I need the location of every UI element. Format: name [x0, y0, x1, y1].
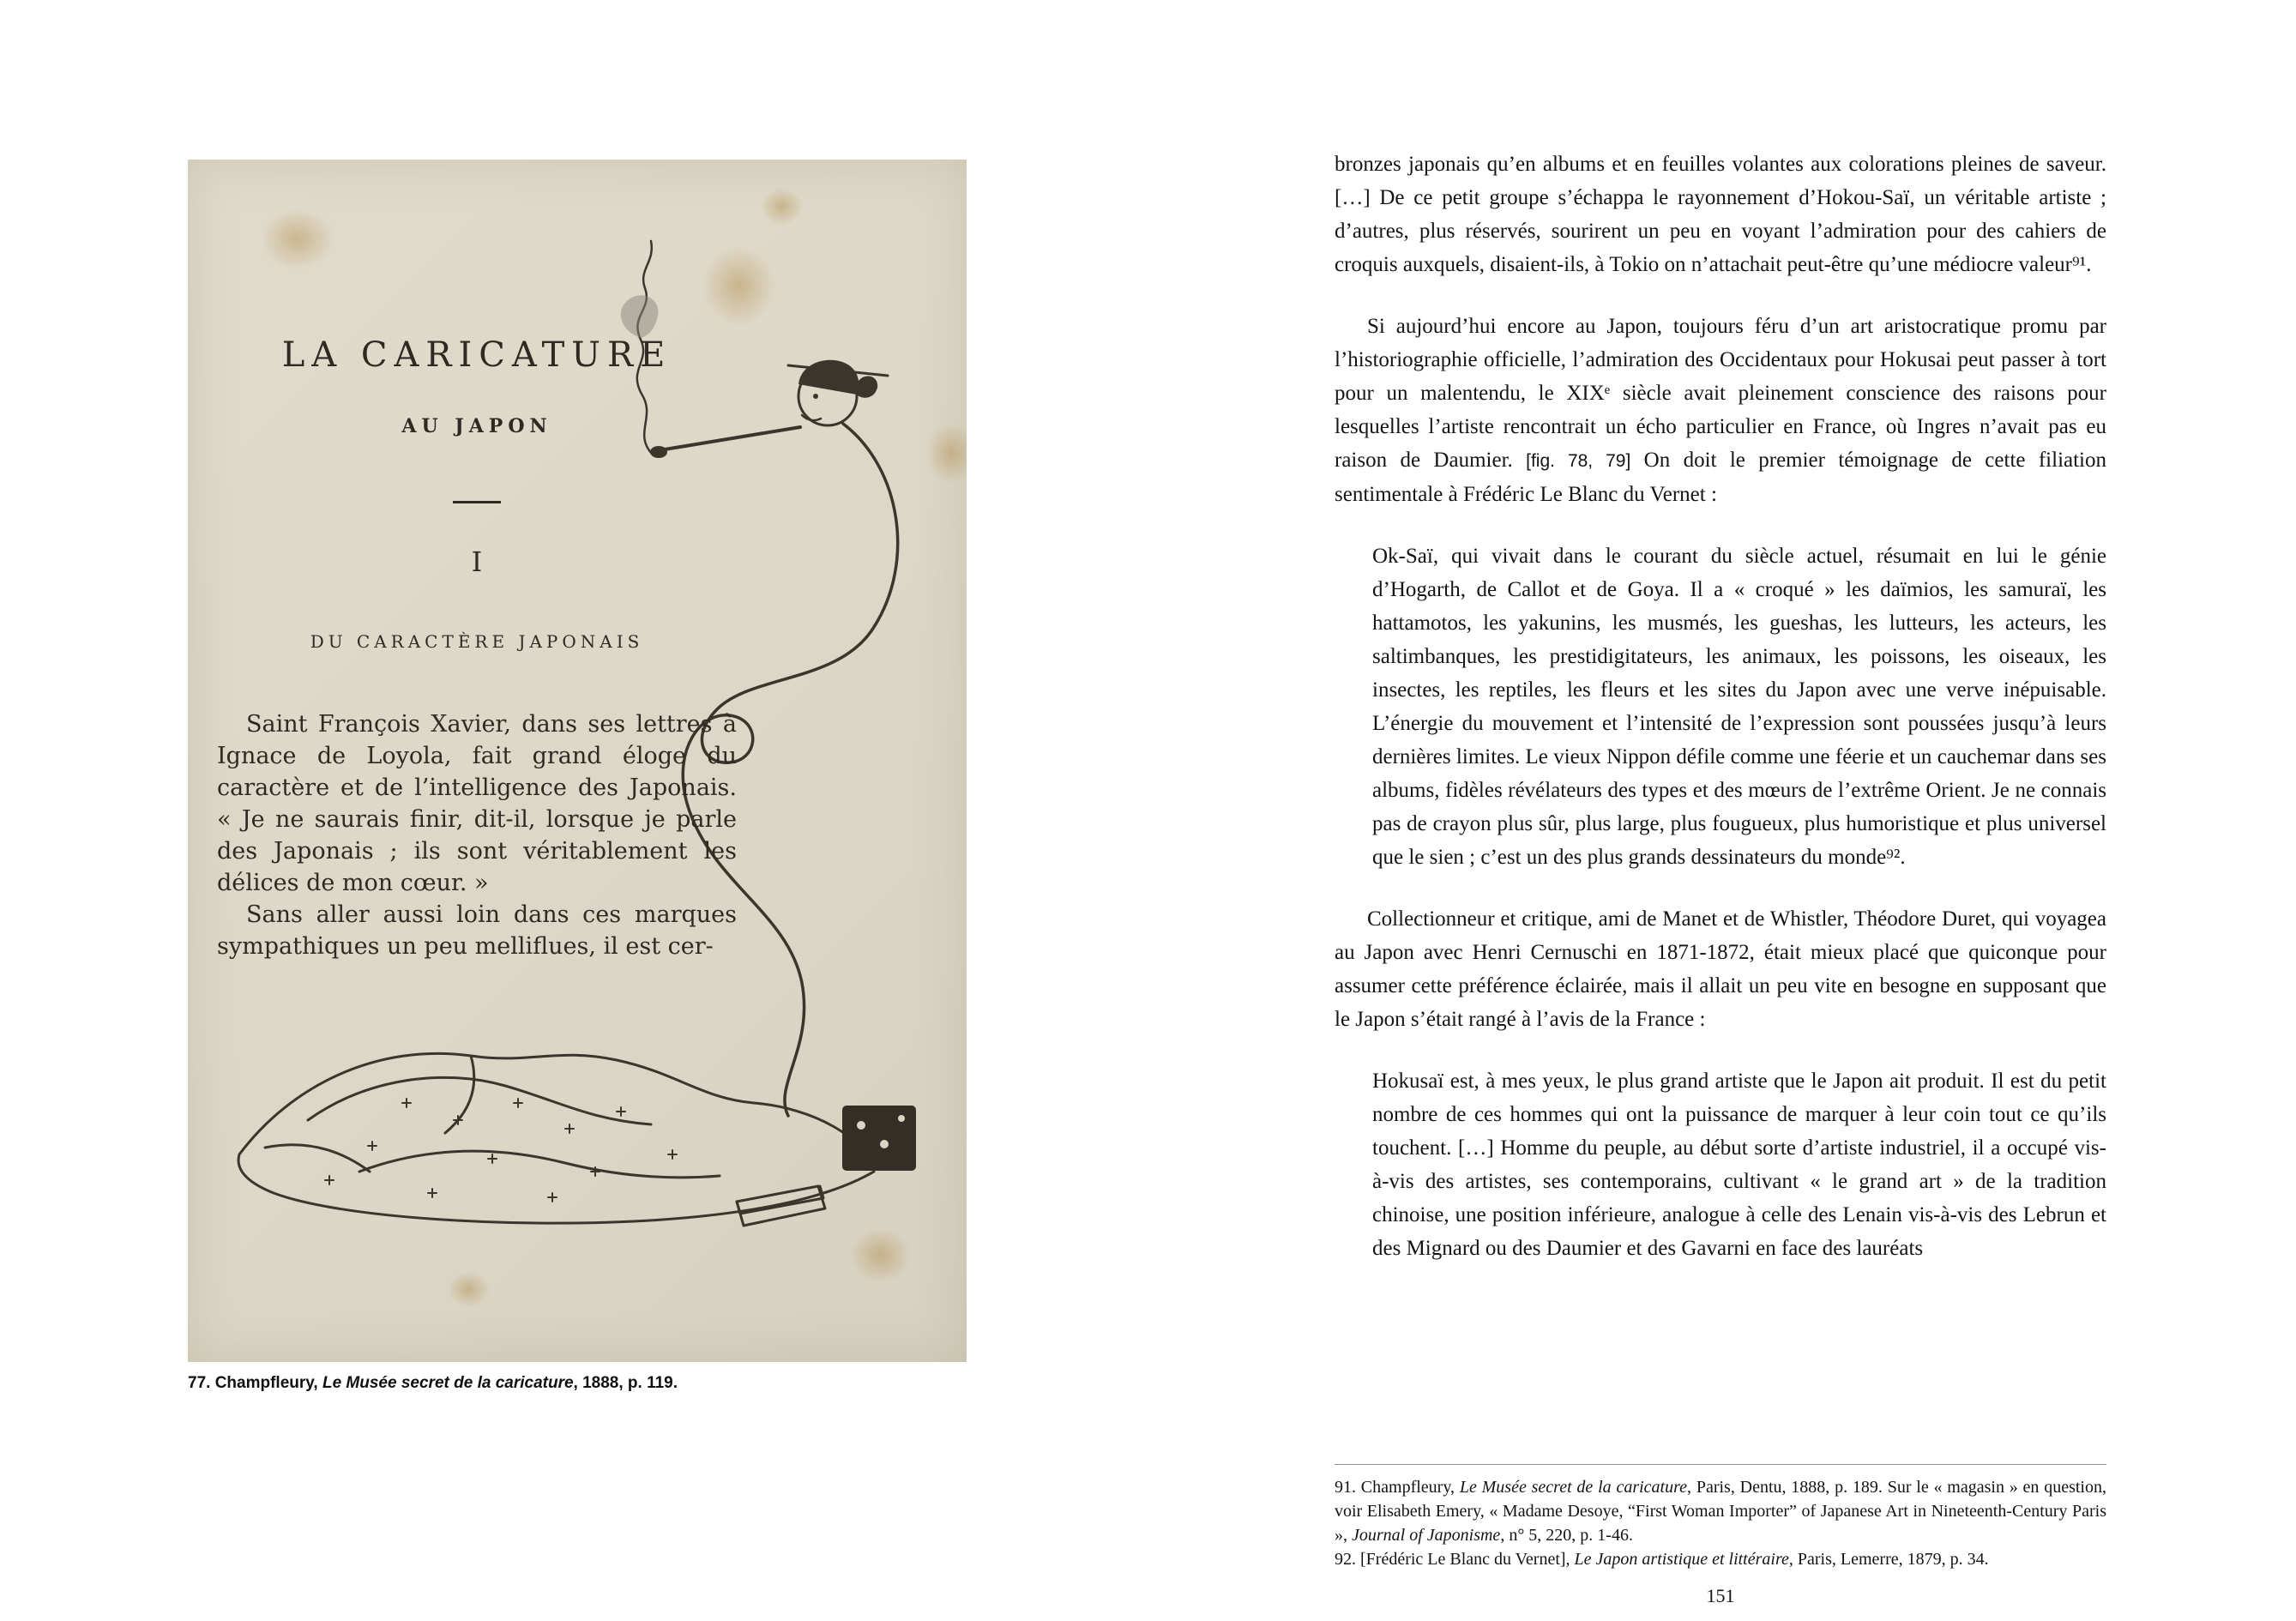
footnote-92 — [1335, 1547, 2106, 1571]
footnote-91 — [1335, 1475, 2106, 1547]
plate-subtitle: AU JAPON — [401, 415, 552, 437]
plate-body-text — [217, 708, 737, 962]
paragraph: bronzes japonais qu’en albums et en feuilles volantes aux colorations pleines de saveur. […] De ce petit groupe s’échappa le rayonnement d’Hokou-Saï, un véritable artiste ; d’autres, plus réservés, sourirent un peu en voyant l’admiration pour des cahiers de croquis auxquels, disaient-ils, à Tokio on n’attachait peut-être qu’une médiocre valeur⁹¹. — [1335, 153, 2106, 276]
text-column — [1335, 148, 2106, 1606]
footnote-text: , Paris, Lemerre, 1879, p. 34. — [1788, 1550, 1989, 1569]
plate-divider — [453, 501, 501, 503]
paragraph-text: Si aujourd’hui encore au Japon, toujours féru d’un art aristocratique promu par l’historiographie officielle, l’admiration des Occidentaux pour Hokusai peut passer à tort pour un malentendu, le XIXᵉ siècle avait pleinement conscience des raisons pour lesquelles l’artiste rencontrait un écho particulier en France, où Ingres n’avait pas eu raison de Daumier. — [1335, 315, 2106, 472]
caption-work-title: Le Musée secret de la caricature — [322, 1374, 574, 1392]
footnote-journal-title: Journal of Japonisme — [1352, 1526, 1501, 1545]
plate-title: LA CARICATURE — [281, 335, 672, 375]
page-number: 151 — [1706, 1585, 1735, 1606]
footnote-work-title: Le Musée secret de la caricature — [1459, 1478, 1688, 1497]
footnote-text: , n° 5, 220, p. 1-46. — [1500, 1526, 1633, 1545]
caption-number-author: 77. Champfleury, — [188, 1374, 322, 1392]
figure-77-plate — [188, 160, 967, 1362]
paragraph — [1335, 310, 2106, 511]
paragraph: Collectionneur et critique, ami de Manet et de Whistler, Théodore Duret, qui voyagea au Japon avec Henri Cernuschi en 1871-1872, était mieux placé que quiconque pour assumer cette préférence éclairée, mais il allait un peu vite en besogne en supposant que le Japon s’était rangé à l’avis de la France : — [1335, 907, 2106, 1031]
footnote-text: 92. [Frédéric Le Blanc du Vernet], — [1335, 1550, 1575, 1569]
paragraph-text: On doit le premier témoignage de cette filiation sentimentale à Frédéric Le Blanc du Vernet : — [1335, 449, 2106, 506]
figure-caption — [188, 1374, 840, 1393]
footnote-text: , Paris, Dentu, 1888, p. 189. Sur le « magasin » en question, voir Elisabeth Emery, « Madame Desoye, “First Woman Importer” of Japanese Art in Nineteenth-Century Paris », — [1335, 1478, 2106, 1545]
footnote-rule — [1335, 1464, 2106, 1465]
footnote-text: 91. Champfleury, — [1335, 1478, 1460, 1497]
plate-chapter-heading: DU CARACTÈRE JAPONAIS — [310, 631, 644, 652]
block-quote-le-blanc-du-vernet: Ok-Saï, qui vivait dans le courant du siècle actuel, résumait en lui le génie d’Hogarth, de Callot et de Goya. Il a « croqué » les daïmios, les samuraï, les hattamotos, les yakunins, les musmés, les gueshas, les lutteurs, les acteurs, les saltimbanques, les prestidigitateurs, les animaux, les poissons, les oiseaux, les insectes, les reptiles, les fleurs et les sites du Japon avec une verve inépuisable. L’énergie du mouvement et l’intensité de l’expression sont poussées jusqu’à leurs dernières limites. Le vieux Nippon défile comme une féerie et un cauchemar dans ses albums, fidèles révélateurs des types et des mœurs de l’extrême Orient. Je ne connais pas de crayon plus sûr, plus large, plus fougueux, plus humoristique et plus universel que le sien ; c’est un des plus grands dessinateurs du monde⁹². — [1372, 545, 2106, 869]
footnotes — [1335, 1464, 2106, 1571]
footnote-work-title: Le Japon artistique et littéraire — [1574, 1550, 1789, 1569]
plate-paragraph: Saint François Xavier, dans ses lettres à Ignace de Loyola, fait grand éloge du caractère et de l’intelligence des Japonais. « Je ne saurais finir, dit-il, lorsque je parle des Japonais ; ils sont véritablement les délices de mon cœur. » — [217, 711, 737, 896]
figure-reference: [fig. 78, 79] — [1526, 451, 1631, 471]
plate-paragraph: Sans aller aussi loin dans ces marques sympathiques un peu melliflues, il est cer- — [217, 901, 737, 960]
caption-reference: , 1888, p. 119. — [573, 1374, 678, 1392]
plate-chapter-numeral: I — [471, 545, 483, 578]
block-quote-duret: Hokusaï est, à mes yeux, le plus grand artiste que le Japon ait produit. Il est du petit nombre de ces hommes qui ont la puissance de marquer à leur coin tout ce qu’ils touchent. […] Homme du peuple, au début sorte d’artiste industriel, il a occupé vis-à-vis des artistes, ses contemporains, cultivant « le grand art » de la tradition chinoise, une position inférieure, analogue à celle des Lenain vis-à-vis des Lebrun et des Mignard ou des Daumier et des Gavarni en face des lauréats — [1372, 1070, 2106, 1260]
